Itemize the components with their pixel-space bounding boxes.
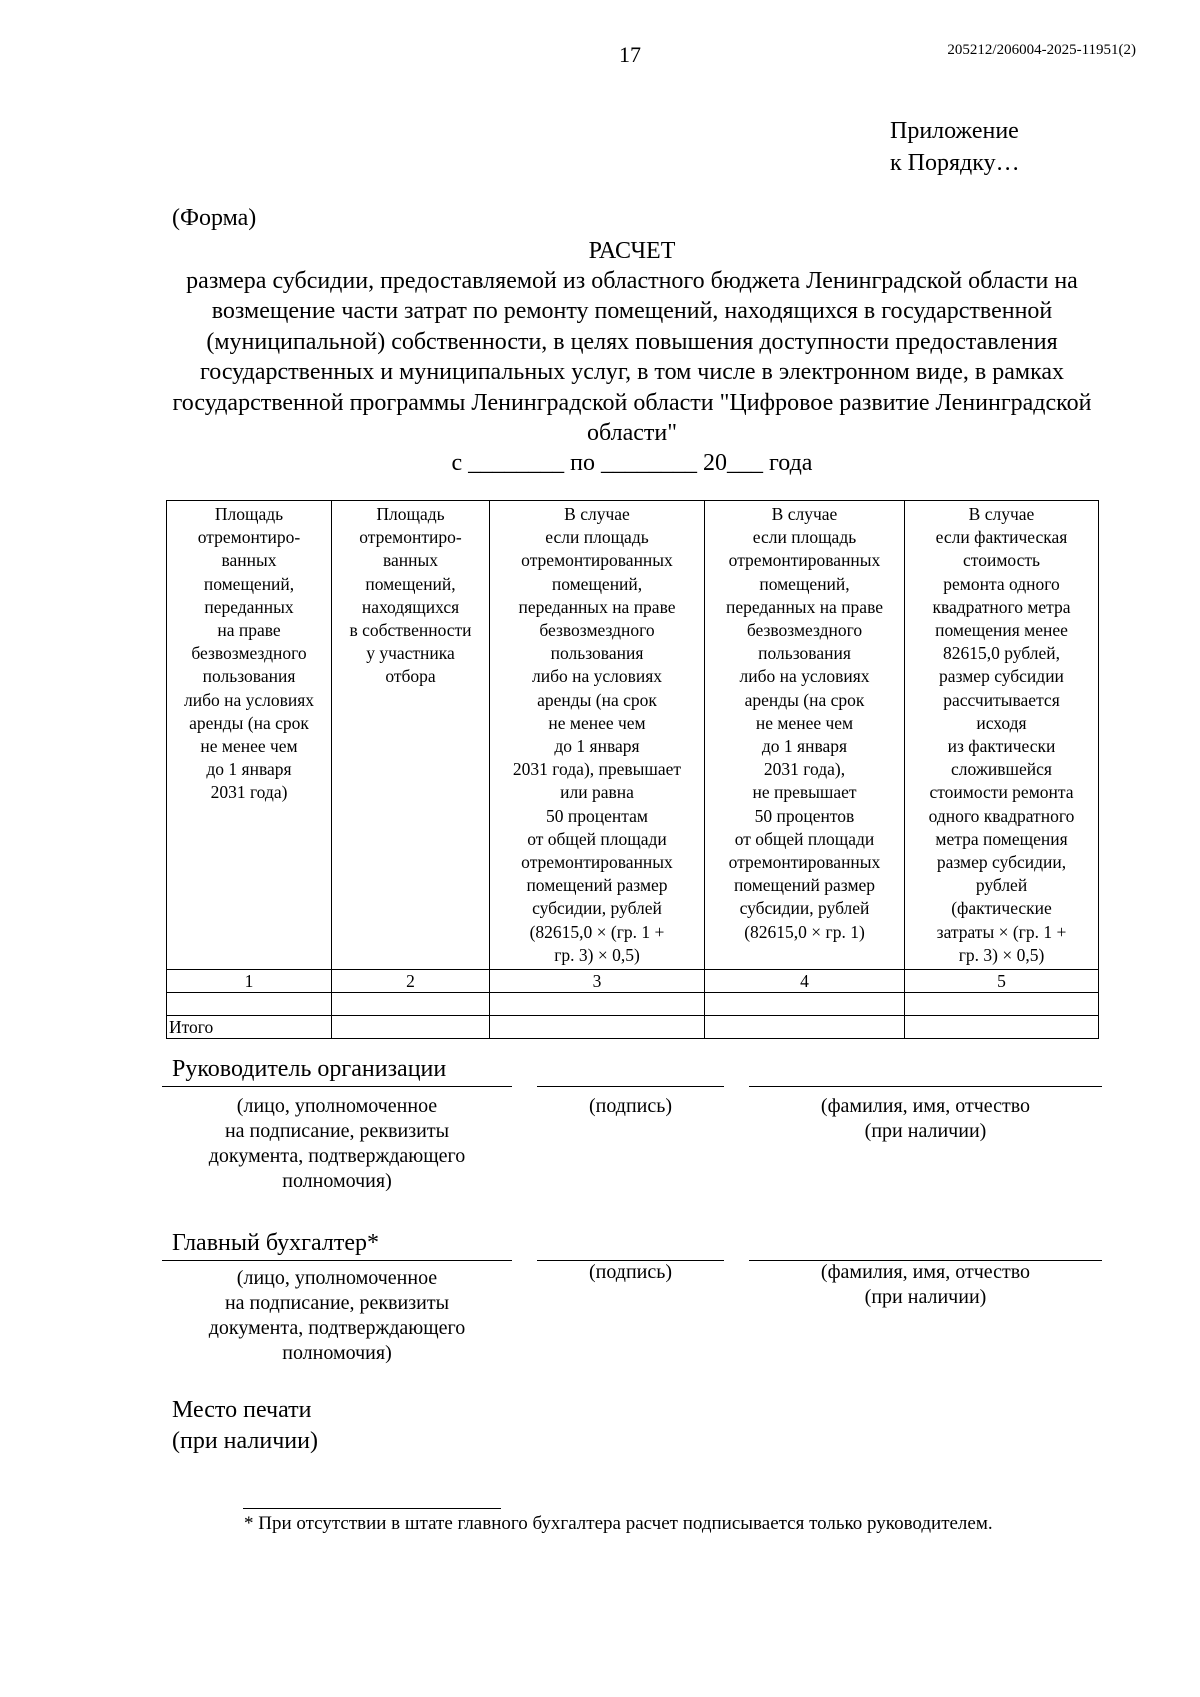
table-cell[interactable] <box>490 1016 705 1039</box>
stamp-note <box>172 1395 318 1457</box>
column-number: 2 <box>332 970 490 993</box>
table-header-row <box>167 501 1099 970</box>
table-cell[interactable] <box>332 1016 490 1039</box>
total-label: Итого <box>167 1016 332 1039</box>
accountant-caption-fullname: (фамилия, имя, отчество (при наличии) <box>820 1261 1031 1308</box>
column-number: 5 <box>905 970 1099 993</box>
table-total-row <box>167 1016 1099 1039</box>
table-cell[interactable] <box>905 993 1099 1016</box>
head-caption-fullname: (фамилия, имя, отчество (при наличии) <box>820 1095 1031 1142</box>
appendix-note <box>890 115 1020 179</box>
document-id: 205212/206004-2025-11951(2) <box>947 42 1136 58</box>
table-cell[interactable] <box>332 993 490 1016</box>
header-col-5: В случае если фактическая стоимость ремонта одного квадратного метра помещения менее 82615,0 рублей, размер субсидии рассчитывается исходя из фактически сложившейся стоимости ремонта одного квадратного метра помещения размер субсидии, рублей (фактические затраты × (гр. 1 + гр. 3) × 0,5) <box>905 501 1099 970</box>
accountant-caption-left: (лицо, уполномоченное на подписание, реквизиты документа, подтверждающего полномочия) <box>208 1267 466 1364</box>
table-number-row <box>167 970 1099 993</box>
head-signature-title: Руководитель организации <box>172 1056 447 1082</box>
footnote-separator <box>243 1508 501 1509</box>
document-title: РАСЧЕТ <box>588 238 676 264</box>
document-subtitle: размера субсидии, предоставляемой из областного бюджета Ленинградской области на возмещение части затрат по ремонту помещений, находящихся в государственной (муниципальной) собственности, в целях повышения доступности предоставления государственных и муниципальных услуг, в том числе в электронном виде, в рамках государственной программы Ленинградской области "Цифровое развитие Ленинградской области" <box>172 268 1092 447</box>
form-label: (Форма) <box>172 205 257 231</box>
head-signature-line <box>537 1086 724 1087</box>
accountant-signature-title: Главный бухгалтер* <box>172 1230 379 1256</box>
stamp-line-1: Место печати <box>172 1397 312 1423</box>
appendix-line-2: к Порядку… <box>890 150 1020 176</box>
head-caption-signature: (подпись) <box>588 1095 673 1117</box>
header-col-3: В случае если площадь отремонтированных помещений, переданных на праве безвозмездного пользования либо на условиях аренды (на срок не менее чем до 1 января 2031 года), превышает или равна 50 процентам от общей площади отремонтированных помещений размер субсидии, рублей (82615,0 × (гр. 1 + гр. 3) × 0,5) <box>490 501 705 970</box>
head-caption-left: (лицо, уполномоченное на подписание, реквизиты документа, подтверждающего полномочия) <box>208 1095 466 1192</box>
header-col-4: В случае если площадь отремонтированных помещений, переданных на праве безвозмездного пользования либо на условиях аренды (на срок не менее чем до 1 января 2031 года), не превышает 50 процентов от общей площади отремонтированных помещений размер субсидии, рублей (82615,0 × гр. 1) <box>705 501 905 970</box>
header-col-2: Площадь отремонтиро- ванных помещений, находящихся в собственности у участника отбора <box>332 501 490 970</box>
head-name-line <box>162 1086 512 1087</box>
table-cell[interactable] <box>490 993 705 1016</box>
period-line: с ________ по ________ 20___ года <box>451 450 813 476</box>
column-number: 1 <box>167 970 332 993</box>
table-cell[interactable] <box>167 993 332 1016</box>
column-number: 3 <box>490 970 705 993</box>
footnote: * При отсутствии в штате главного бухгалтера расчет подписывается только руководителем. <box>244 1513 993 1534</box>
appendix-line-1: Приложение <box>890 118 1019 144</box>
stamp-line-2: (при наличии) <box>172 1428 318 1454</box>
table-row <box>167 993 1099 1016</box>
table-cell[interactable] <box>705 993 905 1016</box>
accountant-caption-signature: (подпись) <box>588 1261 673 1283</box>
header-col-1: Площадь отремонтиро- ванных помещений, переданных на праве безвозмездного пользования либо на условиях аренды (на срок не менее чем до 1 января 2031 года) <box>167 501 332 970</box>
table-cell[interactable] <box>705 1016 905 1039</box>
page-number: 17 <box>619 42 641 67</box>
accountant-name-line <box>162 1260 512 1261</box>
table-cell[interactable] <box>905 1016 1099 1039</box>
calculation-table <box>166 500 1099 1039</box>
column-number: 4 <box>705 970 905 993</box>
head-fullname-line <box>749 1086 1102 1087</box>
